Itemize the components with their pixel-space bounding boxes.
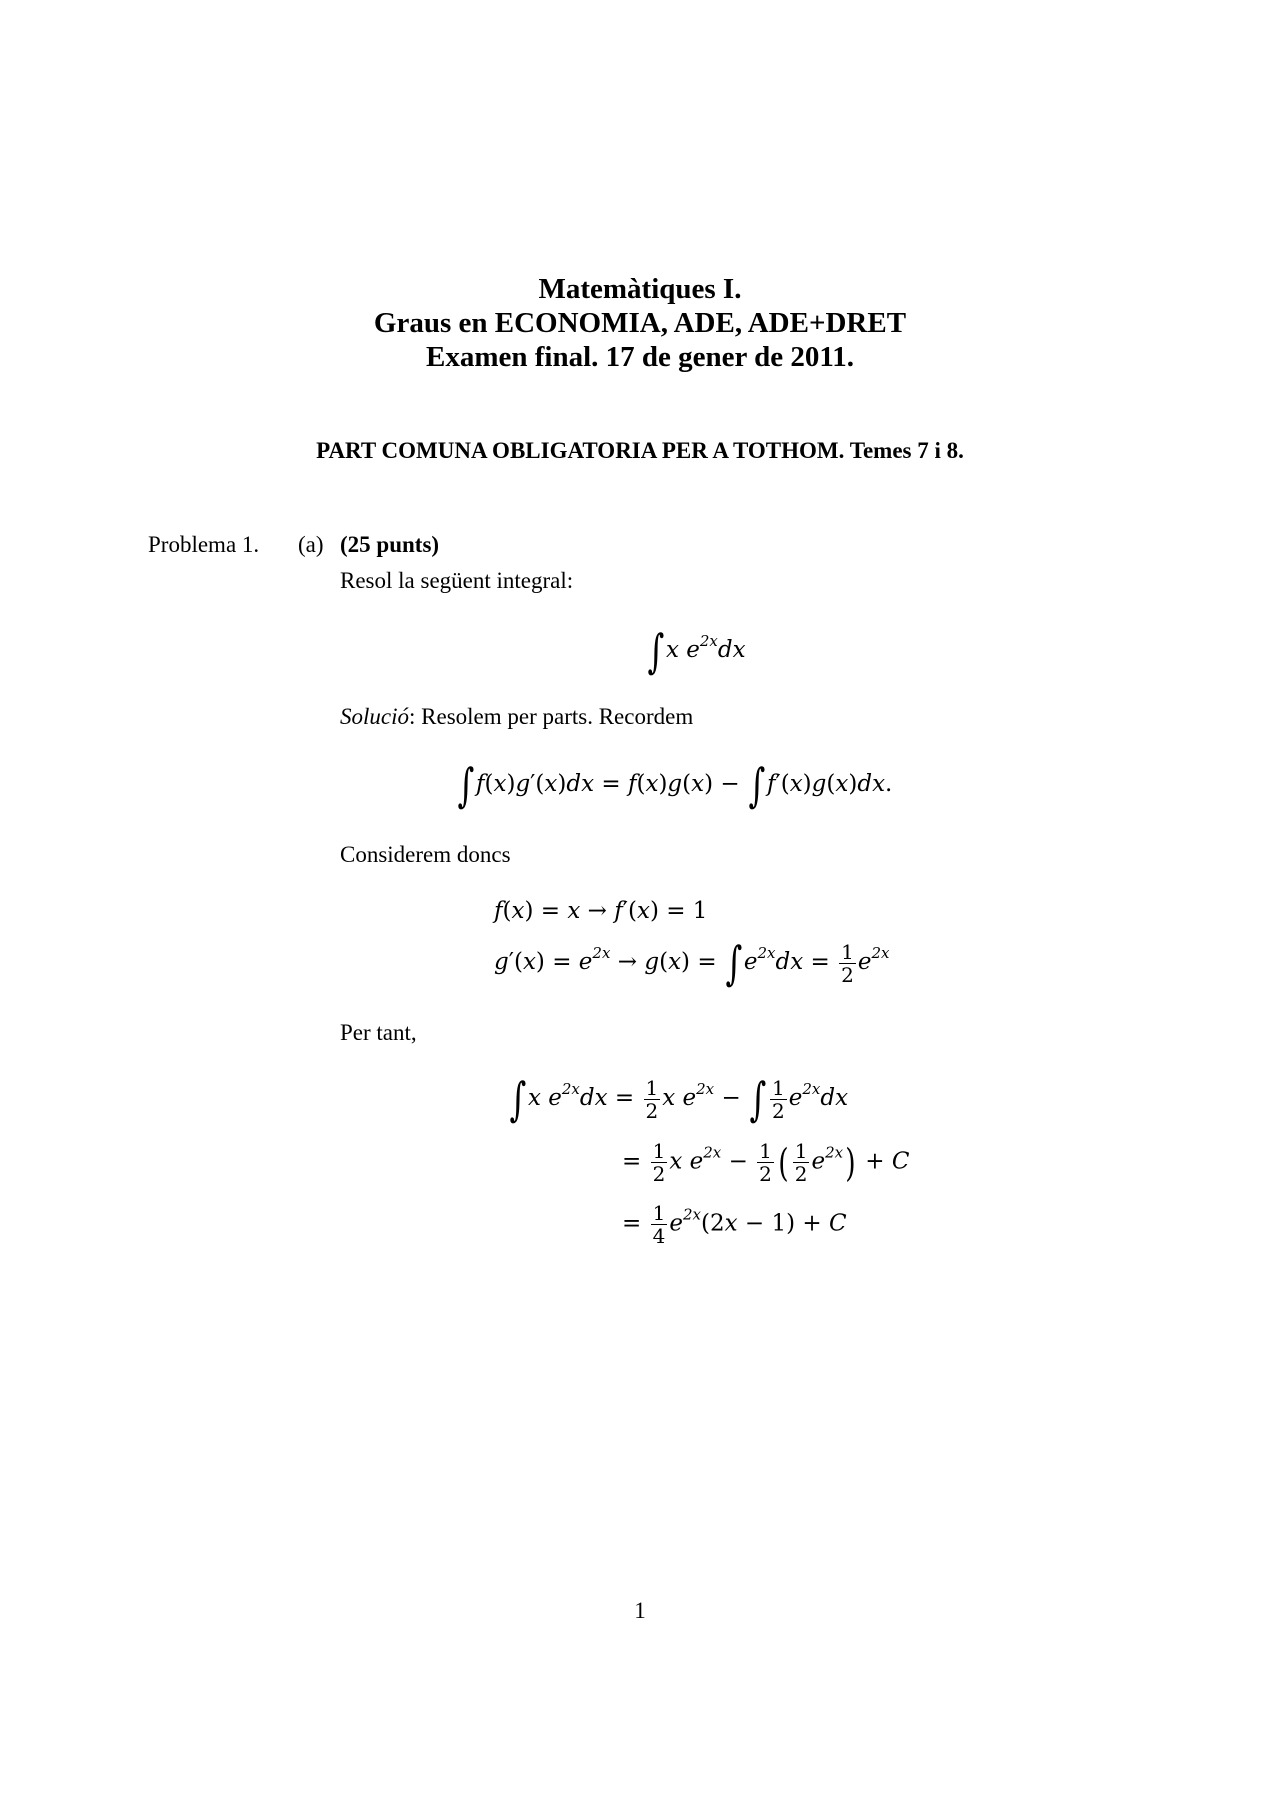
solution-text: : Resolem per parts. Recordem — [409, 704, 694, 729]
title-line-1: Matemàtiques I. — [538, 273, 742, 305]
problem-statement: Resol la següent integral: — [340, 568, 574, 593]
title-line-3: Examen final. 17 de gener de 2011. — [425, 341, 855, 373]
therefore-text: Per tant, — [340, 1020, 417, 1045]
integral-statement: ∫x $e^{2x}dx$ — [647, 624, 746, 678]
part-label: (a) — [298, 532, 324, 557]
problem-label: Problema 1. — [148, 532, 260, 557]
title-line-2: Graus en ECONOMIA, ADE, ADE+DRET — [373, 307, 907, 339]
points-label: (25 punts) — [340, 532, 440, 557]
result-line-3: = $\frac{1}{4}$ $e^{2x}(2x - 1) + C$ — [622, 1201, 847, 1248]
page-number: 1 — [634, 1598, 646, 1623]
parts-formula: ∫f(x)g′(x)dx = f(x)g(x) − ∫f′(x)g(x)dx. — [457, 758, 893, 812]
result-line-1: ∫x $e^{2x}dx$ = $\frac{1}{2}$ x $e^{2x}$ − ∫ $\frac{1}{2}$ $e^{2x}dx$ — [509, 1072, 849, 1126]
section-heading: PART COMUNA OBLIGATORIA PER A TOTHOM. Temes 7 i 8. — [316, 438, 964, 463]
solution-label: Solució — [340, 704, 409, 729]
f-definition: f(x) = x → f′(x) = 1 — [494, 898, 708, 924]
consider-text: Considerem doncs — [340, 842, 511, 867]
solution-line — [340, 704, 693, 730]
result-line-2: = $\frac{1}{2}$ x $e^{2x}$ − $\frac{1}{2}$ ( $\frac{1}{2}$ $e^{2x}) + C$ — [622, 1139, 910, 1186]
g-definition: $g'(x) = e^{2x} \to g(x) = \int e^{2x}dx$ = $\frac{1}{2}$ $e^{2x}$ — [494, 936, 890, 990]
